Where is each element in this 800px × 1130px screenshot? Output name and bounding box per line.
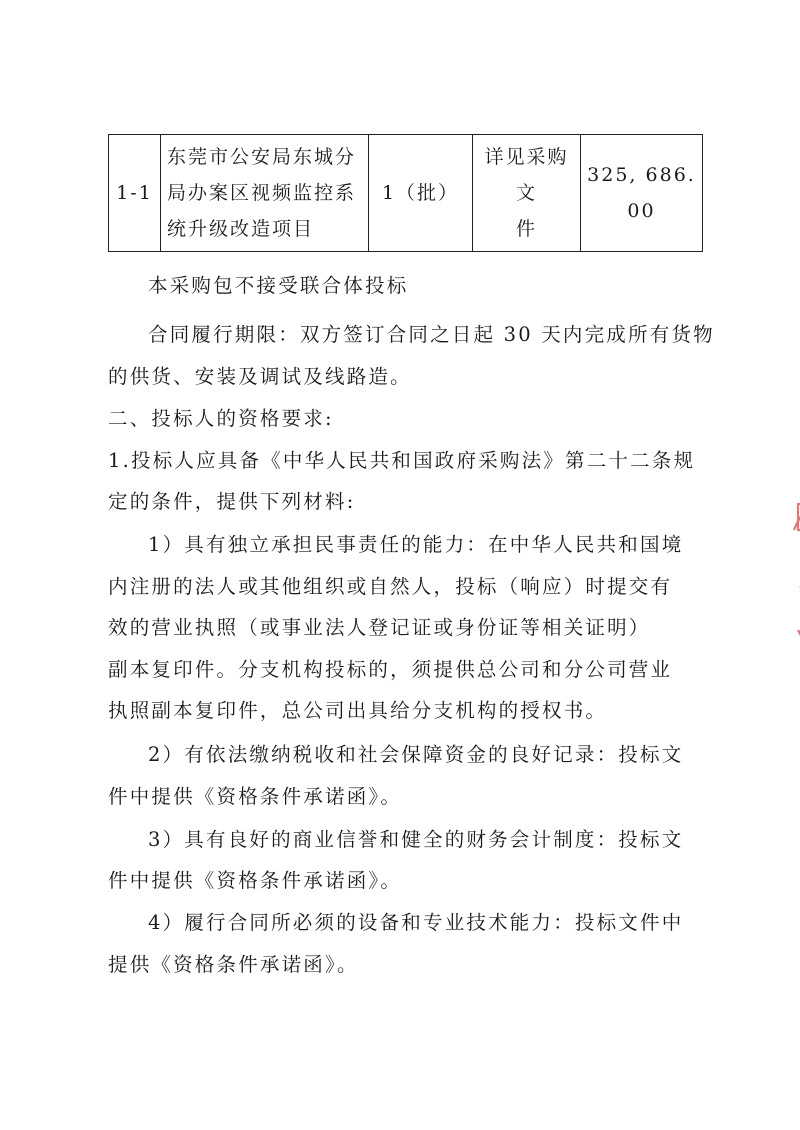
project-name-line: 统升级改造项目 (167, 218, 315, 240)
project-name-cell (161, 135, 369, 252)
paragraph-line: 件中提供《资格条件承诺函》。 (108, 869, 403, 892)
spec-cell (473, 135, 581, 252)
row-index: 1-1 (109, 135, 161, 252)
section-heading: 二、投标人的资格要求: (108, 407, 334, 430)
spec-line: 详见采购文 (484, 146, 569, 204)
paragraph-line: 2）有依法缴纳税收和社会保障资金的良好记录：投标文 (148, 743, 684, 766)
spec-line: 件 (515, 218, 537, 240)
paragraph-line: 副本复印件。分支机构投标的，须提供总公司和分公司营业 (108, 658, 673, 681)
seal-stamp-icon (778, 490, 800, 660)
project-name-line: 东莞市公安局东城分 (167, 146, 357, 168)
paragraph-line: 提供《资格条件承诺函》。 (108, 953, 359, 976)
paragraph-line: 3）具有良好的商业信誉和健全的财务会计制度：投标文 (148, 828, 684, 851)
paragraph-line: 件中提供《资格条件承诺函》。 (108, 785, 403, 808)
project-name-line: 局办案区视频监控系 (167, 182, 357, 204)
paragraph-line: 内注册的法人或其他组织或自然人，投标（响应）时提交有 (108, 575, 673, 598)
paragraph-line: 本采购包不接受联合体投标 (148, 274, 409, 297)
paragraph-line: 执照副本复印件，总公司出具给分支机构的授权书。 (108, 699, 608, 722)
paragraph-line: 定的条件，提供下列材料: (108, 490, 356, 513)
paragraph-line: 的供货、安装及调试及线路造。 (108, 365, 412, 388)
paragraph-line: 4）履行合同所必须的设备和专业技术能力：投标文件中 (148, 911, 684, 934)
procurement-table (108, 134, 703, 252)
table-row (109, 135, 703, 252)
paragraph-line: 1.投标人应具备《中华人民共和国政府采购法》第二十二条规 (108, 449, 696, 472)
paragraph-line: 合同履行期限：双方签订合同之日起 30 天内完成所有货物 (148, 323, 715, 346)
budget-cell: 325, 686. 00 (581, 135, 703, 252)
paragraph-line: 效的营业执照（或事业法人登记证或身份证等相关证明） (108, 616, 651, 639)
quantity-cell: 1（批） (369, 135, 473, 252)
paragraph-line: 1）具有独立承担民事责任的能力：在中华人民共和国境 (148, 533, 684, 556)
